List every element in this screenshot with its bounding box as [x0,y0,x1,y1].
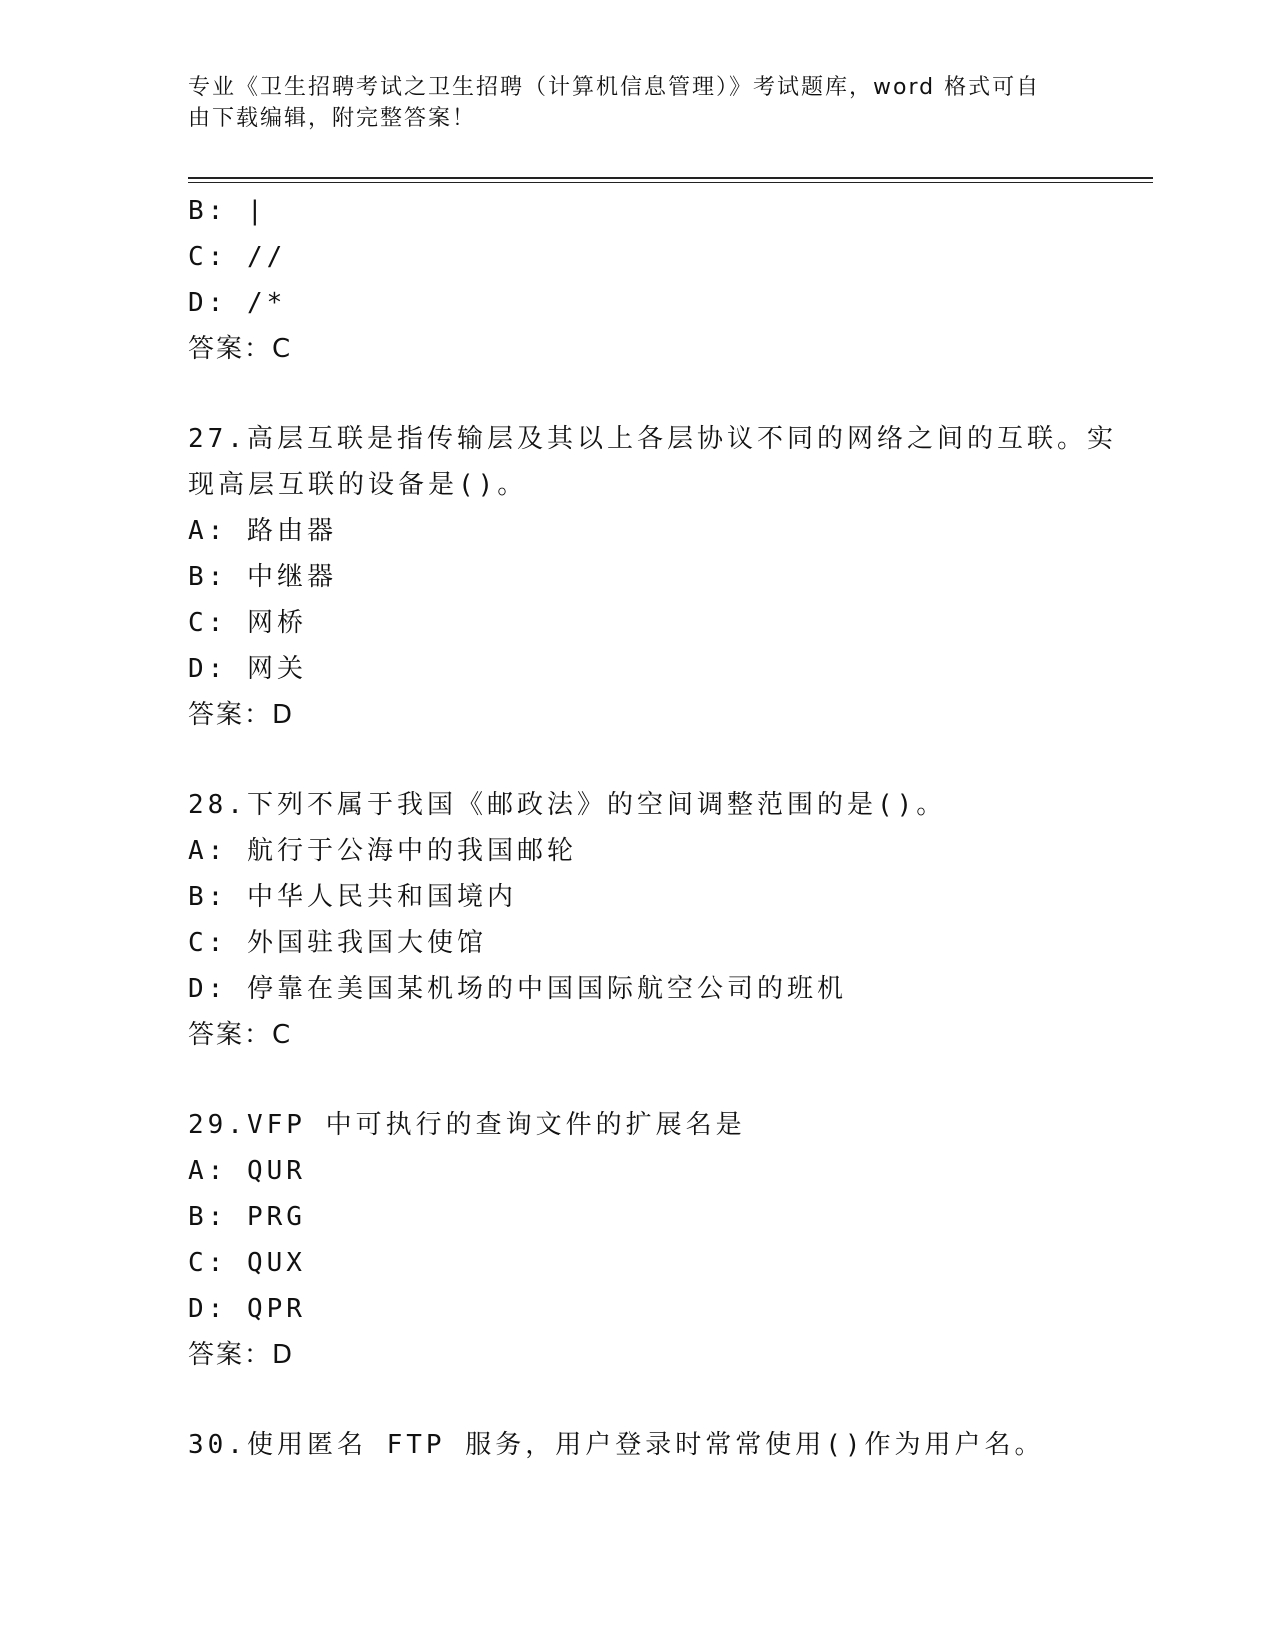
spacer [188,738,1088,782]
question-stem: 27.高层互联是指传输层及其以上各层协议不同的网络之间的互联。实 [188,424,1117,454]
option-d: D: 网关 [188,654,307,684]
question-stem: 29.VFP 中可执行的查询文件的扩展名是 [188,1110,746,1140]
option-b: B: 中继器 [188,562,337,592]
option-b: B: PRG [188,1202,306,1232]
header-divider-thick [188,177,1153,179]
option-d: D: /* [188,288,287,318]
answer-line: 答案：D [188,1340,295,1370]
option-a: A: QUR [188,1156,306,1186]
question-26-continuation [188,188,1088,372]
header-line-2: 由下载编辑，附完整答案！ [188,106,477,131]
option-a: A: 路由器 [188,516,337,546]
question-29 [188,1102,1088,1378]
option-c: C: QUX [188,1248,306,1278]
question-stem: 30.使用匿名 FTP 服务，用户登录时常常使用()作为用户名。 [188,1430,1045,1460]
answer-line: 答案：C [188,1020,293,1050]
header-divider-thin [188,182,1153,183]
option-b: B: 中华人民共和国境内 [188,882,517,912]
spacer [188,1058,1088,1102]
question-stem: 28.下列不属于我国《邮政法》的空间调整范围的是()。 [188,790,947,820]
answer-line: 答案：C [188,334,293,364]
question-list [188,188,1117,1468]
option-c: C: 外国驻我国大使馆 [188,928,487,958]
option-b: B: | [188,196,267,226]
spacer [188,372,1088,416]
question-28 [188,782,1088,1058]
option-d: D: 停靠在美国某机场的中国国际航空公司的班机 [188,974,847,1004]
option-c: C: 网桥 [188,608,307,638]
question-stem-continued: 现高层互联的设备是()。 [188,470,528,500]
header-line-1: 专业《卫生招聘考试之卫生招聘（计算机信息管理）》考试题库，word 格式可自 [188,75,1041,100]
spacer [188,1378,1088,1422]
option-d: D: QPR [188,1294,306,1324]
question-27 [188,416,1117,738]
option-c: C: // [188,242,287,272]
option-a: A: 航行于公海中的我国邮轮 [188,836,577,866]
document-header [188,72,1088,134]
question-30 [188,1422,1088,1468]
answer-line: 答案：D [188,700,295,730]
